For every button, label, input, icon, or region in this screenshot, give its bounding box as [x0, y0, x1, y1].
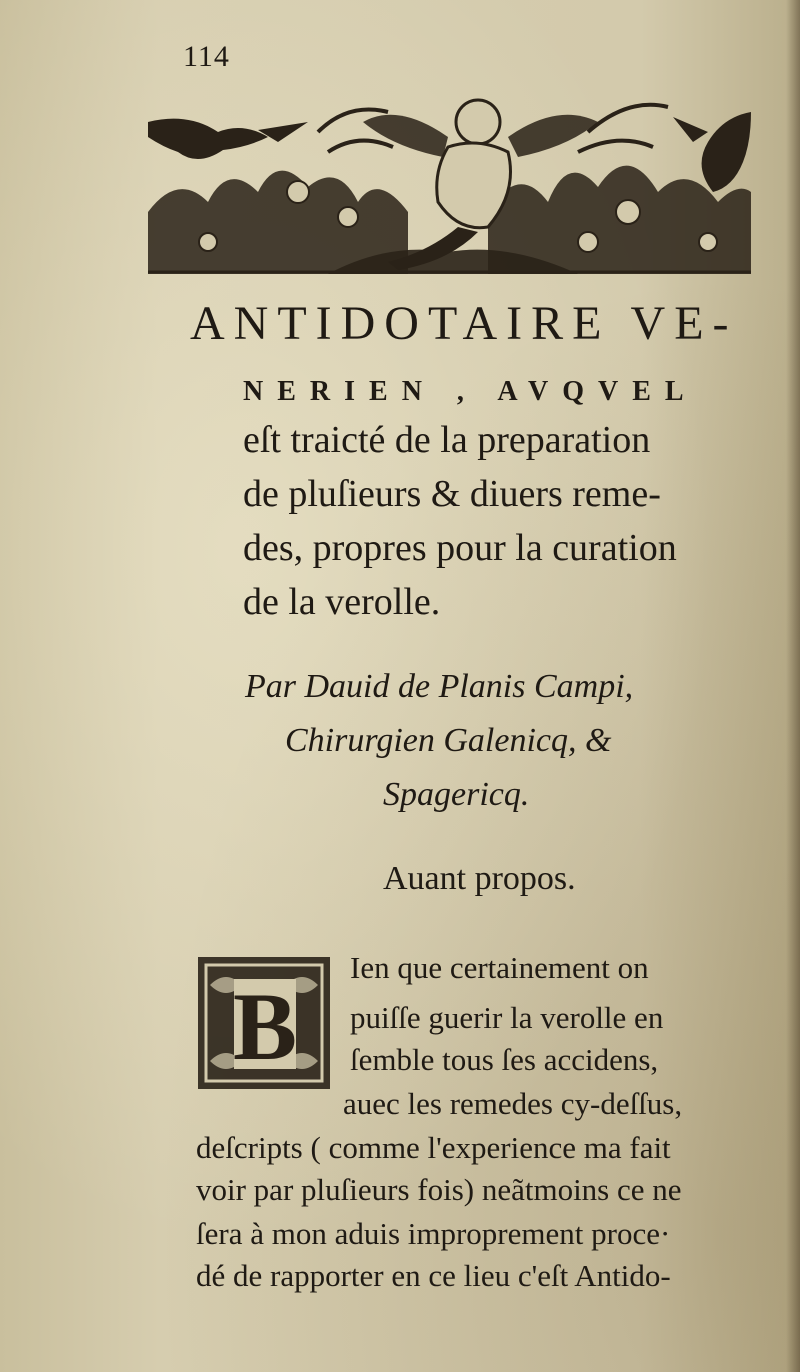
- body-line: voir par pluſieurs fois) neãtmoins ce ne: [196, 1172, 682, 1207]
- author-line: Par Dauid de Planis Campi,: [245, 668, 634, 705]
- title-line-2: NERIEN , AVQVEL: [243, 376, 698, 407]
- page-number: 114: [183, 40, 230, 73]
- body-line: puiſſe guerir la verolle en: [350, 1000, 664, 1035]
- subtitle-line: des, propres pour la curation: [243, 527, 677, 569]
- subtitle-line: de pluſieurs & diuers reme-: [243, 473, 661, 515]
- dropcap-letter: B: [232, 973, 298, 1080]
- body-line: Ien que certainement on: [350, 950, 649, 985]
- author-line: Chirurgien Galenicq, &: [285, 722, 612, 759]
- left-bird: [148, 119, 308, 159]
- body-line: ſemble tous ſes accidens,: [350, 1042, 659, 1077]
- decorated-dropcap: [196, 955, 332, 1091]
- subtitle-line: eſt traicté de la preparation: [243, 419, 651, 461]
- body-line: auec les remedes cy-deſſus,: [343, 1086, 683, 1121]
- title-line-1: ANTIDOTAIRE VE-: [190, 297, 738, 350]
- body-line: dé de rapporter en ce lieu c'eſt Antido-: [196, 1258, 671, 1293]
- page-edge-shadow: [786, 0, 800, 1372]
- subtitle-line: de la verolle.: [243, 581, 441, 623]
- woodcut-headpiece-ornament: [148, 92, 751, 274]
- body-line: ſera à mon aduis improprement proce·: [196, 1216, 671, 1251]
- preface-heading: Auant propos.: [383, 860, 576, 897]
- author-line: Spagericq.: [383, 776, 530, 813]
- body-line: deſcripts ( comme l'experience ma fait: [196, 1130, 671, 1165]
